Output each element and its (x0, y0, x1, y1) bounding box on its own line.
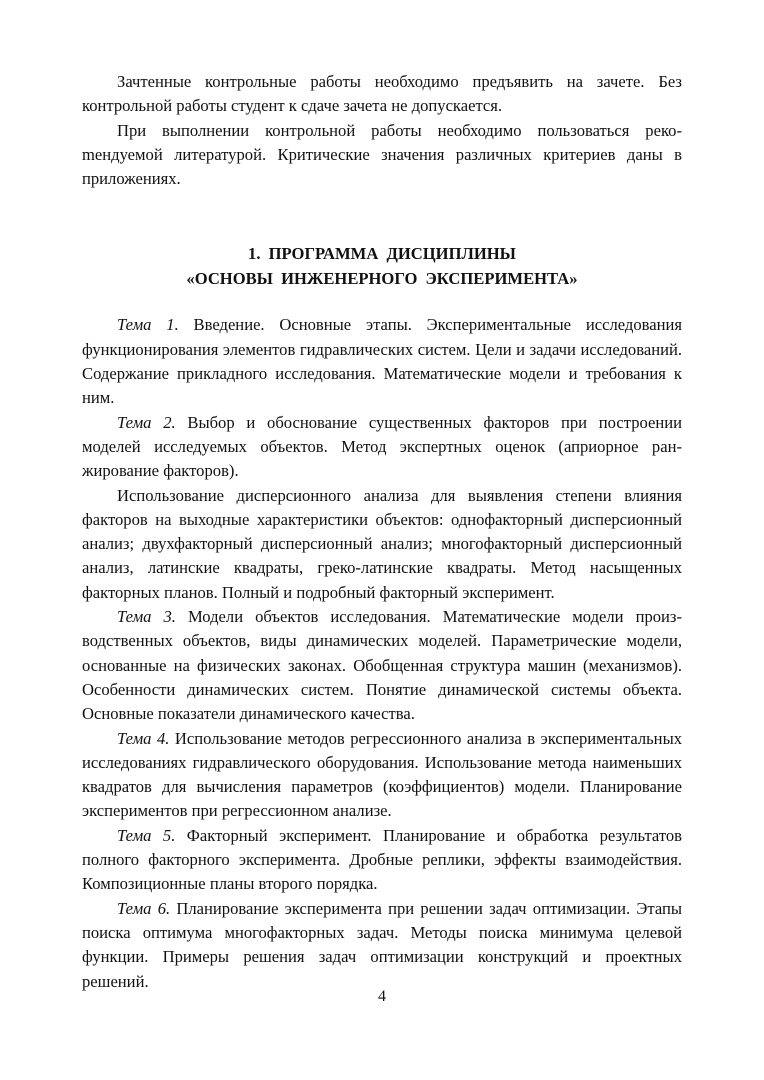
document-page (82, 70, 682, 994)
topic-2-continuation-text: Использование дисперсионного анализа для выявления степени влияния факторов на выходные характеристики объектов: однофакторный дисперсионный анализ; двухфакторный дисперсионный анализ; многофакторный дисперсионный анализ, латинские квадраты, греко-латинские квадраты. Метод насыщенных факторных планов. Полный и подробный факторный эксперимент. (82, 485, 682, 602)
topic-2-paragraph (82, 411, 682, 484)
topic-1-label: Тема 1. (117, 315, 179, 335)
topic-5-label: Тема 5. (117, 825, 176, 845)
section-title-line-1: 1. ПРОГРАММА ДИСЦИПЛИНЫ (248, 244, 516, 264)
topic-6-label: Тема 6. (117, 898, 171, 918)
topic-2-continuation-paragraph (82, 484, 682, 605)
intro-paragraph-1: Зачтенные контрольные работы необходимо предъявить на зачете. Без контрольной работы студент к сдаче зачета не допускается. (82, 72, 682, 116)
topic-3-paragraph (82, 605, 682, 726)
topic-5-text: Факторный эксперимент. Планирование и обработка результатов полного факторного эксперимента. Дробные реплики, эффекты взаимодействия. Композиционные планы второго порядка. (82, 825, 683, 894)
topic-4-paragraph (82, 727, 682, 824)
page-number: 4 (378, 988, 386, 1005)
topic-1-paragraph (82, 313, 682, 410)
topic-1-text: Введение. Основные этапы. Экспериментальные исследования функционирования элементов гидравлических систем. Цели и задачи исследований. Содержание прикладного исследования. Математические модели и требования к ним. (82, 315, 682, 408)
topic-5-paragraph (82, 824, 682, 897)
topic-2-text: Выбор и обоснование существенных факторов при построении моделей исследуемых объектов. Метод экспертных оценок (априорное ранжирование факторов). (82, 412, 682, 481)
topic-6-paragraph (82, 897, 682, 994)
section-title-line-2: «ОСНОВЫ ИНЖЕНЕРНОГО ЭКСПЕРИМЕНТА» (186, 269, 578, 289)
topic-3-label: Тема 3. (117, 607, 176, 627)
intro-paragraph-2: При выполнении контрольной работы необходимо пользоваться рекоmендуемой литературой. Критические значения различных критериев даны в приложениях. (82, 120, 682, 189)
topic-4-text: Использование методов регрессионного анализа в экспериментальных исследованиях гидравлического оборудования. Использование метода наименьших квадратов для вычисления параметров (коэффициентов) модели. Планирование экспериментов при регрессионном анализе. (82, 728, 683, 821)
topic-4-label: Тема 4. (117, 728, 170, 748)
topic-3-text: Модели объектов исследования. Математические модели производственных объектов, виды динамических моделей. Параметрические модели, основанные на физических законах. Обобщенная структура машин (механизмов). Особенности динамических систем. Понятие динамической системы объекта. Основные показатели динамического качества. (82, 607, 683, 724)
topic-6-text: Планирование эксперимента при решении задач оптимизации. Этапы поиска оптимума многофакторных задач. Методы поиска минимума целевой функции. Примеры решения задач оптимизации конструкций и проектных решений. (82, 898, 683, 991)
section-heading (82, 241, 682, 291)
topic-2-label: Тема 2. (117, 412, 176, 432)
